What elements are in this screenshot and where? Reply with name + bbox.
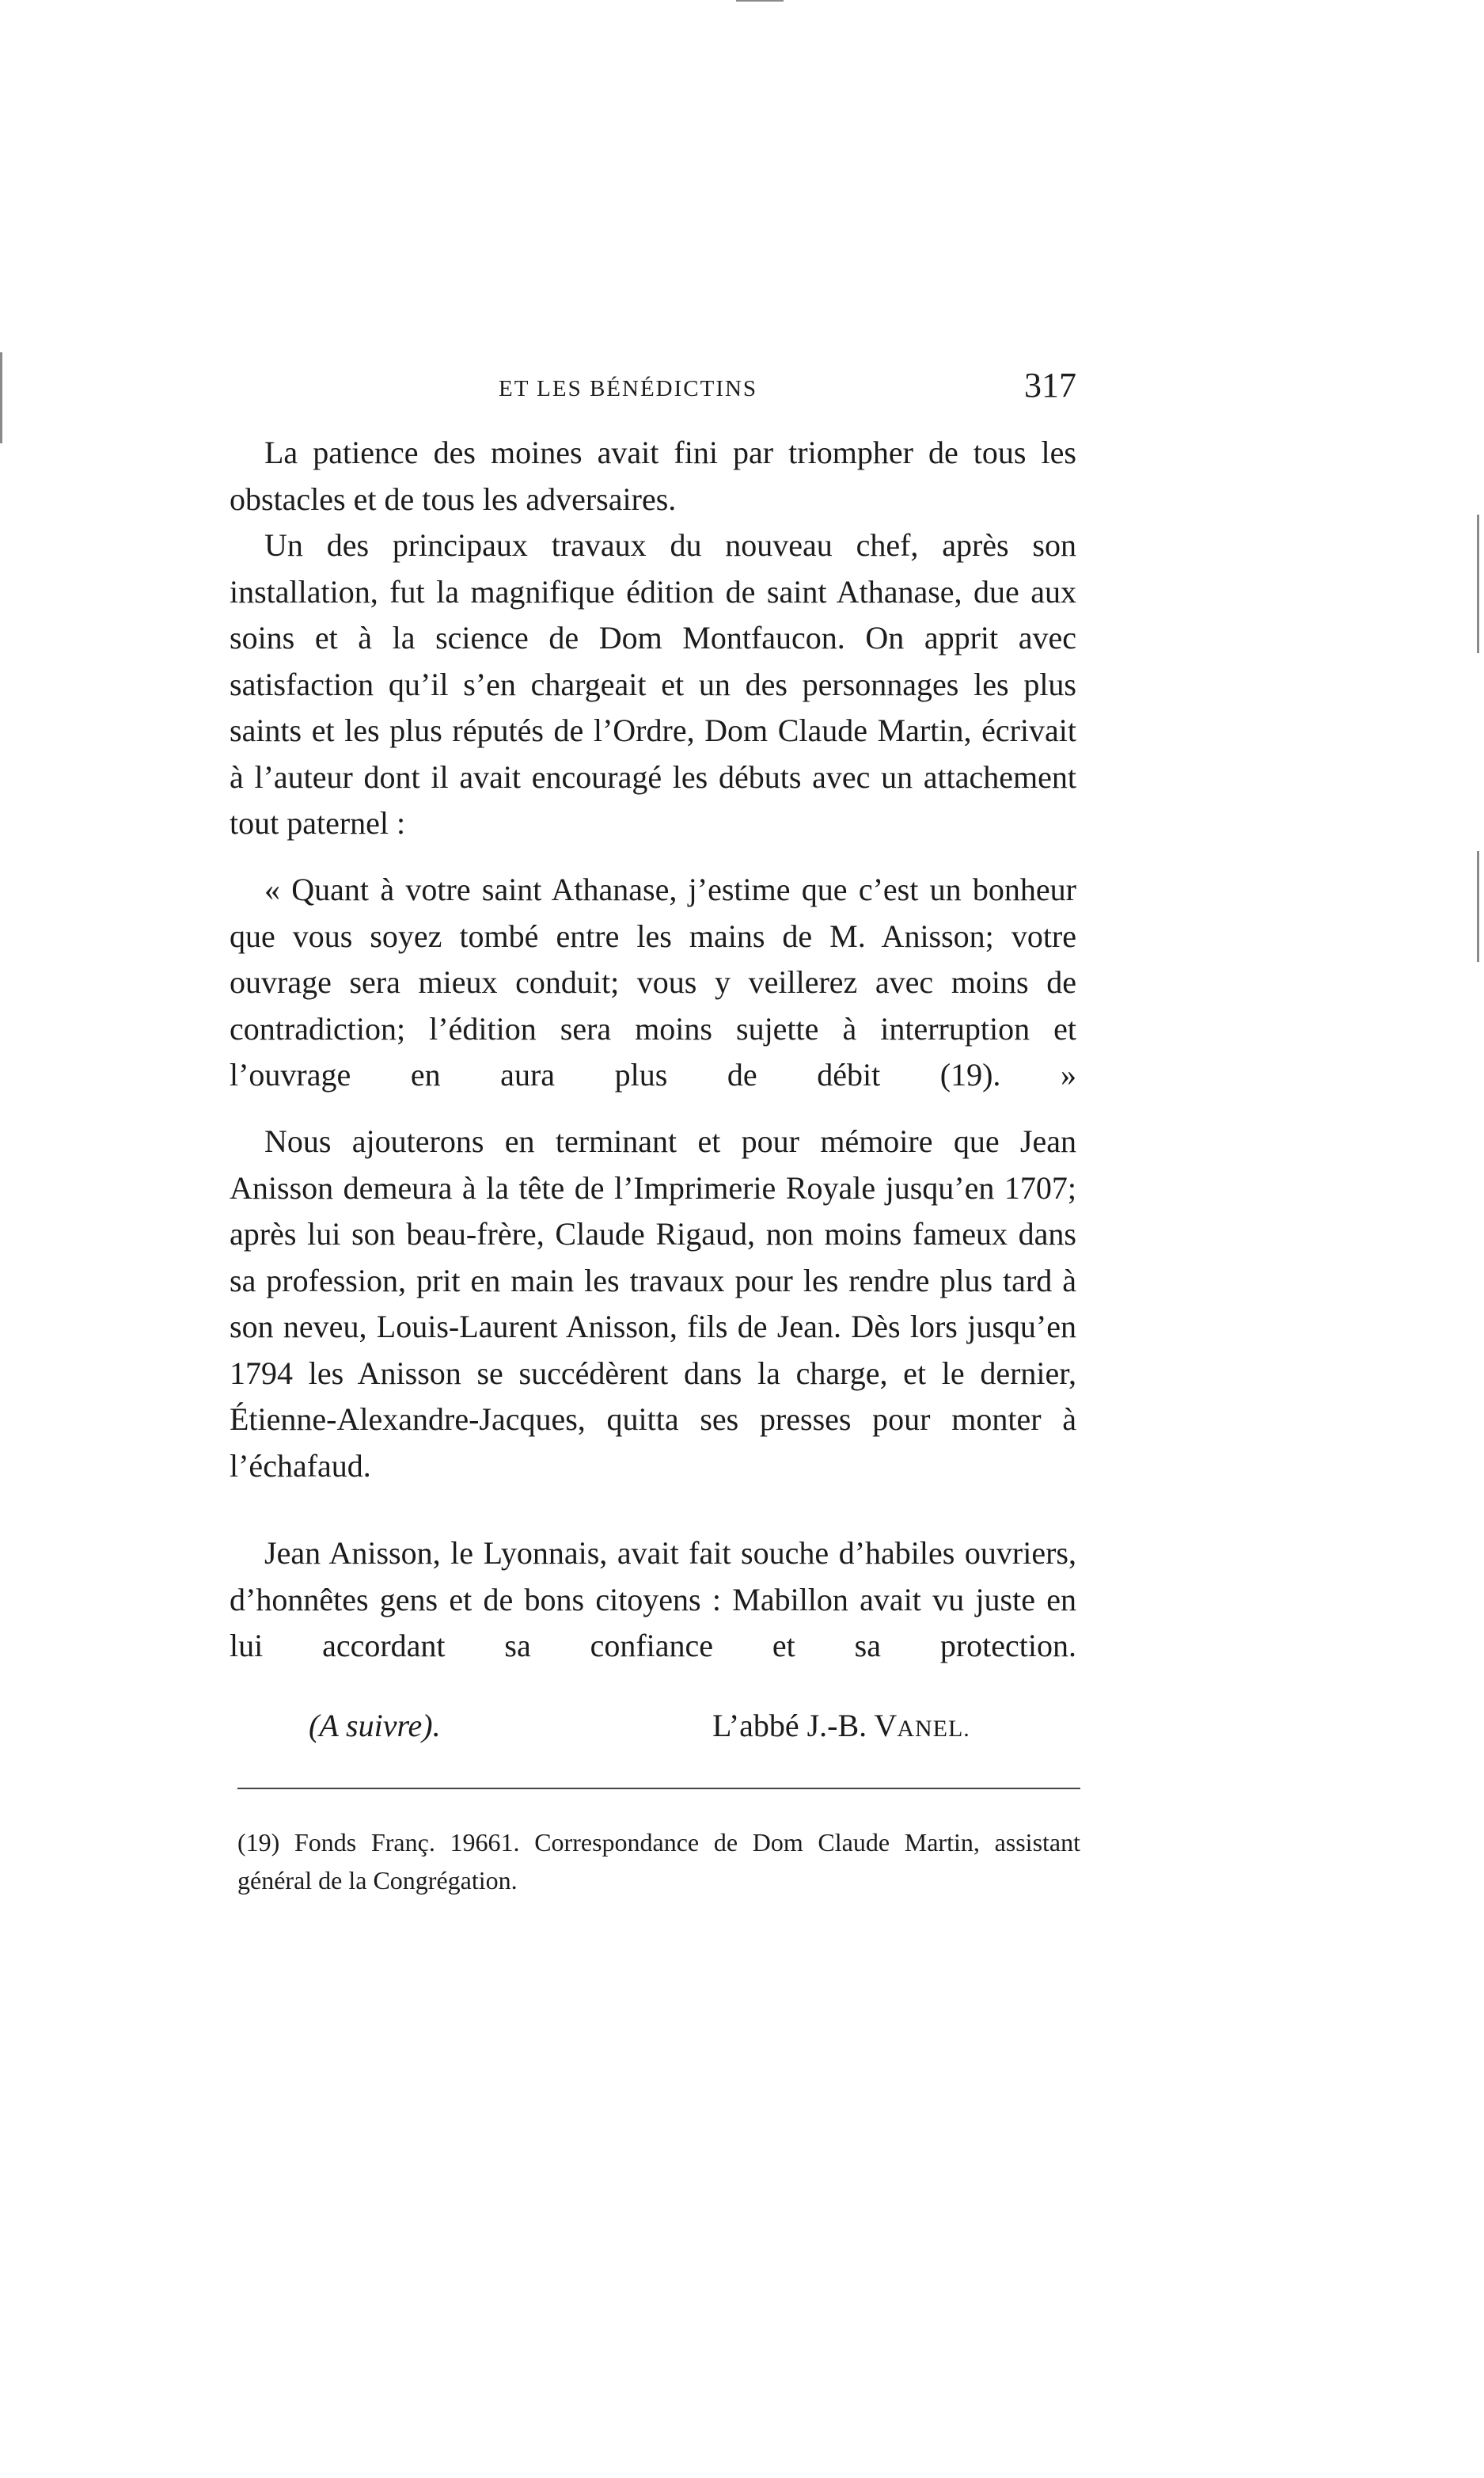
paragraph-3: Nous ajouterons en terminant et pour mémoire que Jean Anisson demeura à la tête de l’Imprimerie Royale jusqu’en 1707; après lui son beau-frère, Claude Rigaud, non moins fameux dans sa profession, prit en main les travaux pour les rendre plus tard à son neveu, Louis-Laurent Anisson, fils de Jean. Dès lors jusqu’en 1794 les Anisson se succédèrent dans la charge, et le dernier, Étienne-Alexandre-Jacques, quitta ses presses pour monter à l’échafaud. bbox=[230, 1123, 1076, 1484]
running-head bbox=[230, 366, 1076, 409]
quotation-paragraph: « Quant à votre saint Athanase, j’estime que c’est un bonheur que vous soyez tombé entre les mains de M. Anisson; votre ouvrage sera mieux conduit; vous y veillerez avec moins de contradiction; l’édition sera moins sujette à interruption et l’ouvrage en aura plus de débit (19). » bbox=[230, 872, 1076, 1093]
to-be-continued: (A suivre). bbox=[309, 1708, 441, 1743]
author-signature bbox=[712, 1702, 970, 1753]
scan-edge-mark-right-1 bbox=[1477, 515, 1479, 653]
author-name-smallcaps: ANEL. bbox=[897, 1716, 970, 1742]
signature-row bbox=[230, 1702, 1076, 1750]
scan-top-rule bbox=[736, 0, 784, 2]
scan-edge-mark-right-2 bbox=[1477, 851, 1479, 962]
running-title: ET LES BÉNÉDICTINS bbox=[499, 376, 758, 401]
paragraph-1: La patience des moines avait fini par triompher de tous les obstacles et de tous les adversaires. bbox=[230, 435, 1076, 517]
page-number: 317 bbox=[1024, 366, 1076, 405]
author-name: L’abbé J.-B. V bbox=[712, 1708, 898, 1743]
footnote-19: (19) Fonds Franç. 19661. Correspondance de Dom Claude Martin, assistant général de la Congrégation. bbox=[237, 1828, 1080, 1895]
footnote-separator bbox=[237, 1788, 1080, 1789]
paragraph-4: Jean Anisson, le Lyonnais, avait fait souche d’habiles ouvriers, d’honnêtes gens et de bons citoyens : Mabillon avait vu juste en lui accordant sa confiance et sa protection. bbox=[230, 1535, 1076, 1663]
scan-edge-mark-left bbox=[0, 352, 2, 443]
paragraph-2: Un des principaux travaux du nouveau chef, après son installation, fut la magnifique édition de saint Athanase, due aux soins et à la science de Dom Montfaucon. On apprit avec satisfaction qu’il s’en chargeait et un des personnages les plus saints et les plus réputés de l’Ordre, Dom Claude Martin, écrivait à l’auteur dont il avait encouragé les débuts avec un attachement tout paternel : bbox=[230, 527, 1076, 841]
